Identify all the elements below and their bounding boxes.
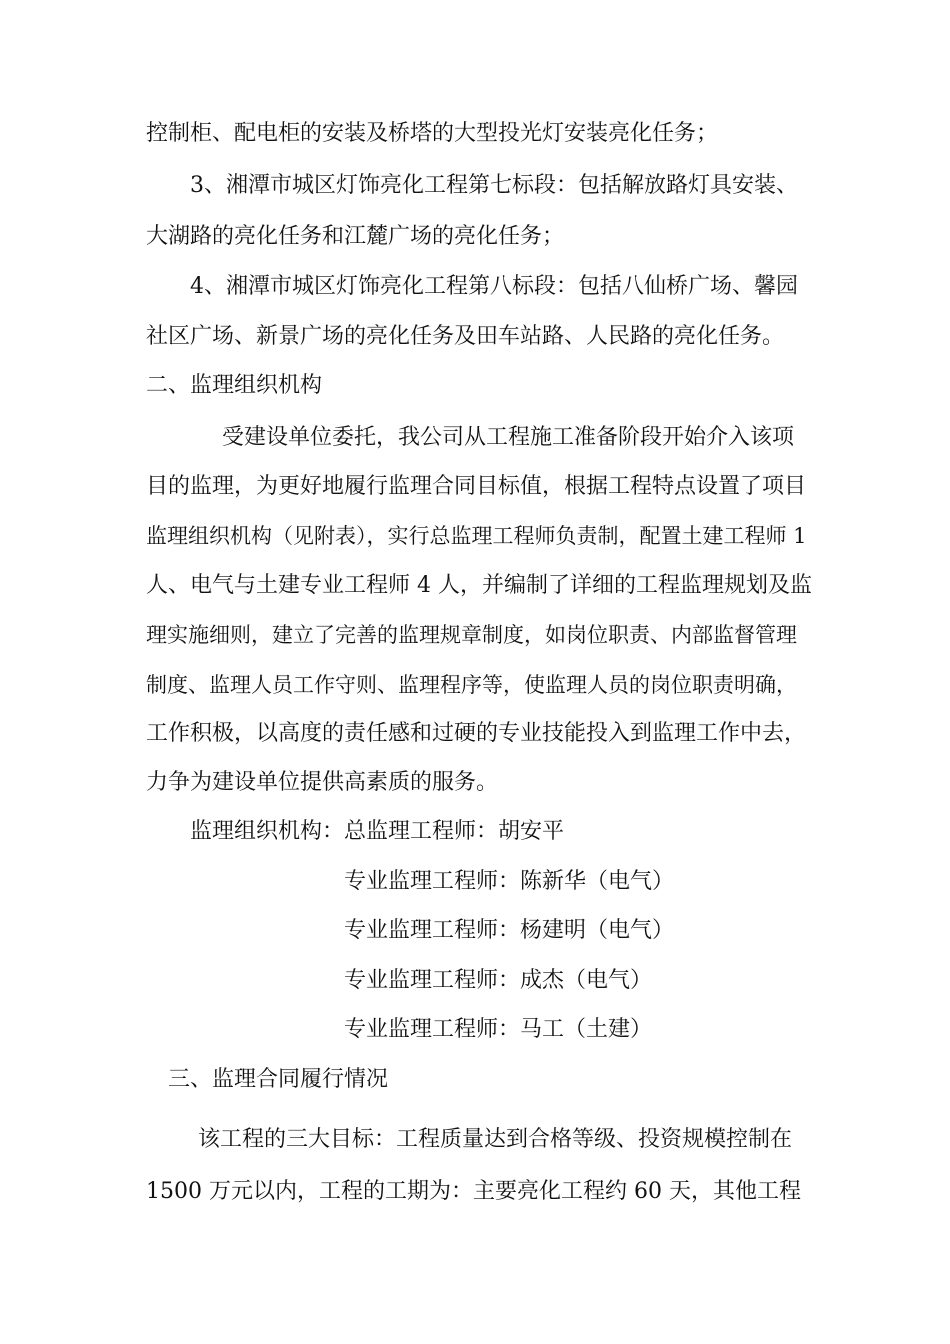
text-line: 目的监理，为更好地履行监理合同目标值，根据工程特点设置了项目: [146, 474, 807, 499]
text-line: 大湖路的亮化任务和江麓广场的亮化任务；: [146, 224, 565, 249]
org-member-line: 专业监理工程师：杨建明（电气）: [344, 918, 675, 943]
section-heading: 二、监理组织机构: [146, 373, 323, 398]
text-line: 4、湘潭市城区灯饰亮化工程第八标段：包括八仙桥广场、馨园: [190, 274, 798, 299]
text-line: 理实施细则，建立了完善的监理规章制度，如岗位职责、内部监督管理: [146, 623, 797, 647]
text-line: 制度、监理人员工作守则、监理程序等，使监理人员的岗位职责明确，: [146, 673, 797, 697]
org-chief-line: 监理组织机构：总监理工程师：胡安平: [190, 819, 565, 844]
text-line: 社区广场、新景广场的亮化任务及田车站路、人民路的亮化任务。: [146, 324, 785, 349]
text-line: 受建设单位委托，我公司从工程施工准备阶段开始介入该项: [222, 425, 795, 450]
text-line: 3、湘潭市城区灯饰亮化工程第七标段：包括解放路灯具安装、: [190, 173, 798, 198]
text-line: 该工程的三大目标：工程质量达到合格等级、投资规模控制在: [198, 1127, 793, 1152]
text-line: 控制柜、配电柜的安装及桥塔的大型投光灯安装亮化任务；: [146, 121, 719, 146]
org-member-line: 专业监理工程师：陈新华（电气）: [344, 869, 675, 894]
text-line: 监理组织机构（见附表），实行总监理工程师负责制，配置土建工程师 1: [146, 524, 807, 548]
org-member-line: 专业监理工程师：成杰（电气）: [344, 968, 653, 993]
org-member-line: 专业监理工程师：马工（土建）: [344, 1017, 653, 1042]
text-line: 工作积极，以高度的责任感和过硬的专业技能投入到监理工作中去，: [146, 721, 807, 746]
text-line: 人、电气与土建专业工程师 4 人，并编制了详细的工程监理规划及监: [146, 573, 812, 598]
section-heading: 三、监理合同履行情况: [168, 1067, 389, 1092]
text-line: 1500 万元以内，工程的工期为：主要亮化工程约 60 天，其他工程: [146, 1179, 801, 1204]
text-line: 力争为建设单位提供高素质的服务。: [146, 770, 499, 795]
